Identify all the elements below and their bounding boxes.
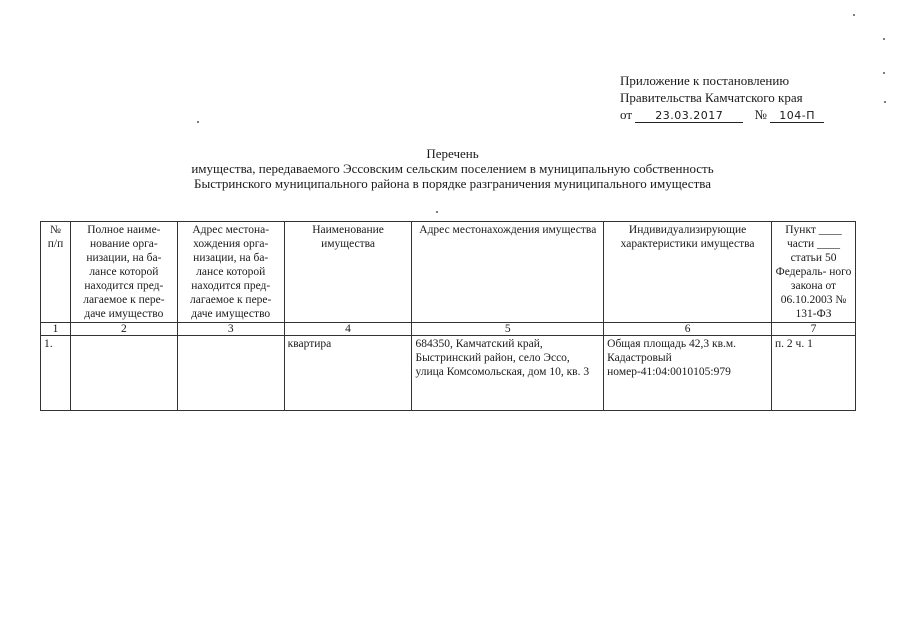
header-cell: Наименование имущества [284, 222, 412, 323]
header-cell: Адрес местонахождения имущества [412, 222, 604, 323]
appendix-date-line [620, 106, 824, 123]
table-header-row [41, 222, 856, 323]
scan-speck [853, 14, 855, 16]
appendix-line-1: Приложение к постановлению [620, 73, 790, 88]
scan-speck [883, 72, 885, 74]
scan-speck [197, 121, 199, 123]
header-cell: Адрес местона- хождения орга- низации, на ба- лансе которой находится пред- лагаемое к пере- даче имущество [177, 222, 284, 323]
column-number: 1 [41, 323, 71, 336]
table-cell: квартира [284, 336, 412, 411]
scan-speck [884, 101, 886, 103]
table-cell: п. 2 ч. 1 [772, 336, 856, 411]
scan-speck [883, 38, 885, 40]
resolution-number: 104-П [770, 109, 824, 123]
title-line-2: имущества, передаваемого Эссовским сельским поселением в муниципальную собственность [191, 161, 714, 176]
scan-speck [436, 211, 438, 213]
table-cell: Общая площадь 42,3 кв.м. Кадастровый номер-41:04:0010105:979 [604, 336, 772, 411]
column-number-row [41, 323, 856, 336]
table-cell: 684350, Камчатский край, Быстринский район, село Эссо, улица Комсомольская, дом 10, кв. 3 [412, 336, 604, 411]
title-line-3: Быстринского муниципального района в порядке разграничения муниципального имущества [194, 176, 711, 191]
title-line-1: Перечень [426, 146, 479, 161]
header-cell: Полное наиме- нование орга- низации, на ба- лансе которой находится пред- лагаемое к пере- даче имущество [70, 222, 177, 323]
column-number: 4 [284, 323, 412, 336]
column-number: 6 [604, 323, 772, 336]
table-cell [70, 336, 177, 411]
number-prefix: № [754, 107, 767, 122]
header-cell: Пункт ____ части ____ статьи 50 Федераль- ного закона от 06.10.2003 № 131-ФЗ [772, 222, 856, 323]
column-number: 7 [772, 323, 856, 336]
table-cell [177, 336, 284, 411]
header-cell: № п/п [41, 222, 71, 323]
appendix-block [620, 72, 824, 123]
header-cell: Индивидуализирующие характеристики имущества [604, 222, 772, 323]
table-cell: 1. [41, 336, 71, 411]
property-table [40, 221, 856, 411]
date-prefix: от [620, 107, 633, 122]
table-row [41, 336, 856, 411]
column-number: 3 [177, 323, 284, 336]
column-number: 2 [70, 323, 177, 336]
appendix-line-2: Правительства Камчатского края [620, 90, 803, 105]
column-number: 5 [412, 323, 604, 336]
document-title [0, 146, 905, 191]
resolution-date: 23.03.2017 [635, 109, 743, 123]
